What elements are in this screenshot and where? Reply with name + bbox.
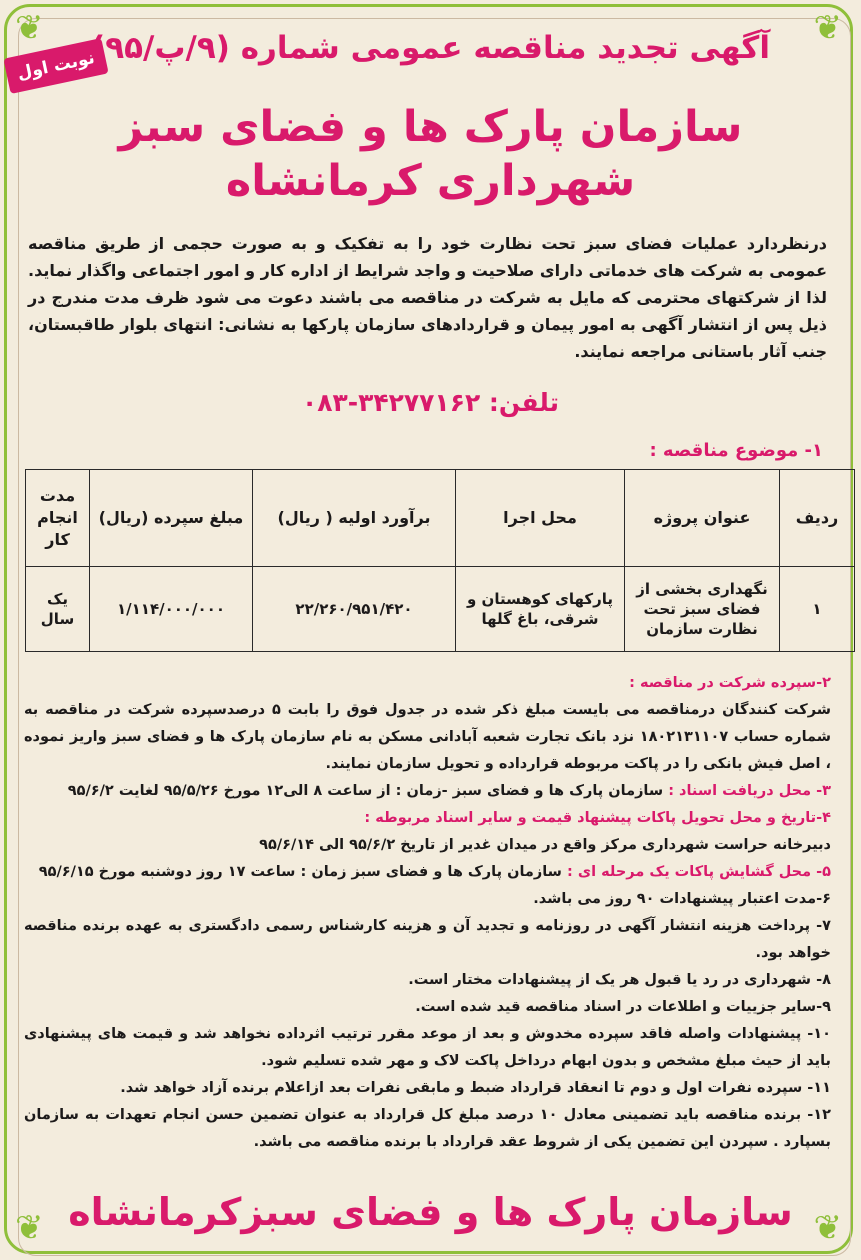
delivery-text: دبیرخانه حراست شهرداری مرکز واقع در میدان غدیر از تاریخ ۹۵/۶/۲ الی ۹۵/۶/۱۴ [259, 837, 831, 853]
table-cell: یک سال [26, 567, 90, 652]
organization-name: سازمان پارک ها و فضای سبز شهرداری کرمانشاه [118, 102, 743, 206]
column-header: محل اجرا [456, 470, 625, 567]
table-header-row [26, 470, 855, 567]
column-header: برآورد اولیه ( ریال) [253, 470, 456, 567]
condition-item: ۱۱- سپرده نفرات اول و دوم تا انعقاد قرارداد ضبط و مابقی نفرات بعد ازاعلام برنده آزاد خواهد شد. [120, 1080, 831, 1096]
delivery-heading: ۴-تاریخ و محل تحویل پاکات پیشنهاد قیمت و سایر اسناد مربوطه : [364, 810, 831, 826]
condition-item [24, 778, 831, 805]
table-cell: پارکهای کوهستان و شرقی، باغ گلها [456, 567, 625, 652]
corner-ornament-icon: ❦ [15, 1208, 44, 1248]
table-cell: ۲۲/۲۶۰/۹۵۱/۴۲۰ [253, 567, 456, 652]
ad-title: آگهی تجدید مناقصه عمومی شماره (۹/پ/۹۵) [91, 30, 770, 66]
table-cell: نگهداری بخشی از فضای سبز تحت نظارت سازمان [625, 567, 780, 652]
condition-heading [24, 805, 831, 832]
column-header: مبلغ سپرده (ریال) [90, 470, 253, 567]
condition-item: ۱۰- پیشنهادات واصله فاقد سپرده مخدوش و بعد از موعد مقرر ترتیب اثرداده نخواهد شد و قیمت های پیشنهادی باید از حیث مبلغ مشخص و بدون ابهام درداخل پاکت لاک و مهر شده تسلیم شود. [24, 1026, 831, 1069]
condition-item: ۶-مدت اعتبار پیشنهادات ۹۰ روز می باشد. [533, 891, 831, 907]
corner-ornament-icon: ❦ [813, 8, 842, 48]
opening-heading: ۵- محل گشایش پاکات یک مرحله ای : [566, 864, 831, 880]
corner-ornament-icon: ❦ [15, 8, 44, 48]
deposit-heading: ۲-سپرده شرکت در مناقصه : [629, 675, 831, 691]
round-badge: نوبت اول [3, 38, 108, 94]
condition-item: ۸- شهرداری در رد یا قبول هر یک از پیشنهادات مختار است. [408, 972, 831, 988]
footer-organization: سازمان پارک ها و فضای سبزکرمانشاه [68, 1190, 793, 1234]
opening-text: سازمان پارک ها و فضای سبز زمان : ساعت ۱۷ روز دوشنبه مورخ ۹۵/۶/۱۵ [38, 864, 562, 880]
corner-ornament-icon: ❦ [813, 1208, 842, 1248]
condition-heading [24, 670, 831, 697]
phone-number: تلفن: ۳۴۲۷۷۱۶۲-۰۸۳ [301, 388, 560, 417]
condition-item: ۷- پرداخت هزینه انتشار آگهی در روزنامه و تجدید آن و هزینه کارشناس رسمی دادگستری به عهده برنده مناقصه خواهد بود. [24, 918, 831, 961]
tender-table [25, 469, 855, 652]
column-header: ردیف [780, 470, 855, 567]
ad-content [22, 14, 839, 1246]
intro-paragraph: درنظردارد عملیات فضای سبز تحت نظارت خود را به تفکیک و به صورت حجمی از طریق مناقصه عمومی به شرکت های خدماتی دارای صلاحیت و واجد شرایط از اداره کار و امور اجتماعی واگذار نماید. لذا از شرکتهای محترمی که مایل به شرکت در مناقصه می باشند دعوت می شود ظرف مدت مندرج در ذیل پس از انتشار آگهی به امور پیمان و قراردادهای سازمان پارکها به نشانی: انتهای بلوار طاقبستان، جنب آثار باستانی مراجعه نمایند. [28, 234, 827, 361]
documents-text: سازمان پارک ها و فضای سبز -زمان : از ساعت ۸ الی۱۲ مورخ ۹۵/۵/۲۶ لغایت ۹۵/۶/۲ [67, 783, 664, 799]
column-header: مدت انجام کار [26, 470, 90, 567]
documents-heading: ۳- محل دریافت اسناد : [668, 783, 831, 799]
table-cell: ۱/۱۱۴/۰۰۰/۰۰۰ [90, 567, 253, 652]
table-row [26, 567, 855, 652]
table-cell: ۱ [780, 567, 855, 652]
condition-item [24, 859, 831, 886]
subject-heading: ۱- موضوع مناقصه : [649, 440, 823, 461]
tender-conditions [24, 670, 831, 1156]
deposit-text: شرکت کنندگان درمناقصه می بایست مبلغ ذکر شده در جدول فوق را بابت ۵ درصدسپرده شرکت در مناقصه به شماره حساب ۱۸۰۲۱۳۱۱۰۷ نزد بانک تجارت شعبه آبادانی مسکن به نام سازمان پارک ها و فضای سبز واریز نموده ، اصل فیش بانکی را در پاکت مربوطه قرارداده و تحویل سازمان نمایند. [24, 702, 831, 772]
condition-item: ۹-سایر جزییات و اطلاعات در اسناد مناقصه قید شده است. [415, 999, 831, 1015]
condition-item: ۱۲- برنده مناقصه باید تضمینی معادل ۱۰ درصد مبلغ کل قرارداد به عنوان تضمین حسن انجام تعهدات به سازمان بسپارد . سپردن این تضمین یکی از شروط عقد قرارداد با برنده مناقصه می باشد. [24, 1107, 831, 1150]
column-header: عنوان پروژه [625, 470, 780, 567]
